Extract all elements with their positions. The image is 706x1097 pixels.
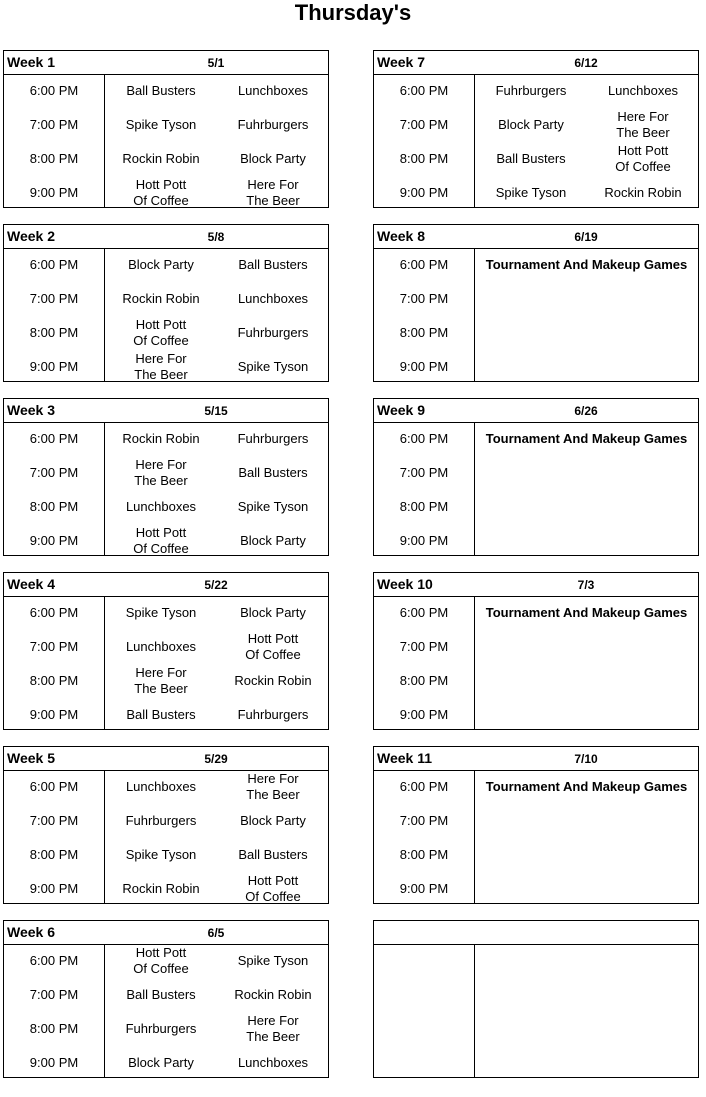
game-row	[374, 490, 698, 524]
week-block	[3, 50, 329, 208]
week-header	[374, 51, 698, 75]
week-label: Week 3	[7, 402, 55, 418]
game-time: 8:00 PM	[399, 151, 449, 166]
home-team: Rockin Robin	[122, 291, 200, 306]
week-block	[373, 50, 699, 208]
week-header	[374, 747, 698, 771]
tournament-notice: Tournament And Makeup Games	[485, 779, 688, 794]
game-time: 8:00 PM	[29, 847, 79, 862]
game-time: 6:00 PM	[399, 257, 449, 272]
away-team: Block Party	[240, 605, 306, 620]
game-row	[374, 74, 698, 108]
game-row	[4, 108, 328, 142]
away-team: Spike Tyson	[237, 499, 309, 514]
home-team: Fuhrburgers	[125, 1021, 197, 1036]
game-time: 6:00 PM	[29, 953, 79, 968]
week-label: Week 7	[377, 54, 425, 70]
game-time: 9:00 PM	[399, 881, 449, 896]
away-team: Here For The Beer	[246, 771, 300, 802]
game-time: 9:00 PM	[29, 1055, 79, 1070]
week-label: Week 2	[7, 228, 55, 244]
game-time: 7:00 PM	[399, 813, 449, 828]
home-team: Ball Busters	[126, 987, 196, 1002]
game-time: 9:00 PM	[399, 533, 449, 548]
away-team: Lunchboxes	[237, 291, 309, 306]
week-label: Week 10	[377, 576, 433, 592]
tournament-notice: Tournament And Makeup Games	[485, 431, 688, 446]
game-row	[4, 838, 328, 872]
week-date: 5/29	[204, 752, 228, 766]
game-row	[374, 524, 698, 558]
game-time: 8:00 PM	[29, 325, 79, 340]
week-label: Week 5	[7, 750, 55, 766]
week-date: 6/19	[574, 230, 598, 244]
game-row	[4, 804, 328, 838]
game-row	[374, 698, 698, 732]
week-block	[3, 920, 329, 1078]
away-team: Fuhrburgers	[237, 431, 309, 446]
game-row	[4, 698, 328, 732]
game-time: 6:00 PM	[399, 431, 449, 446]
game-time: 8:00 PM	[29, 499, 79, 514]
home-team: Rockin Robin	[122, 431, 200, 446]
game-time: 6:00 PM	[29, 779, 79, 794]
home-team: Lunchboxes	[125, 499, 197, 514]
game-row	[4, 422, 328, 456]
game-time: 8:00 PM	[29, 151, 79, 166]
game-time: 9:00 PM	[29, 359, 79, 374]
game-time: 7:00 PM	[399, 465, 449, 480]
home-team: Block Party	[128, 1055, 194, 1070]
away-team: Block Party	[240, 151, 306, 166]
home-team: Hott Pott Of Coffee	[133, 945, 189, 976]
game-time: 7:00 PM	[29, 291, 79, 306]
week-header	[374, 921, 698, 945]
away-team: Block Party	[240, 533, 306, 548]
game-time: 8:00 PM	[399, 325, 449, 340]
home-team: Spike Tyson	[125, 605, 197, 620]
game-row	[4, 524, 328, 558]
game-row	[374, 350, 698, 384]
game-row	[4, 176, 328, 210]
game-row	[374, 282, 698, 316]
home-team: Here For The Beer	[134, 665, 188, 696]
week-block	[3, 572, 329, 730]
game-row	[4, 944, 328, 978]
week-block	[3, 224, 329, 382]
game-row	[4, 350, 328, 384]
game-time: 6:00 PM	[29, 257, 79, 272]
week-date: 6/5	[207, 926, 225, 940]
away-team: Ball Busters	[238, 465, 308, 480]
tournament-notice: Tournament And Makeup Games	[485, 605, 688, 620]
week-date: 5/1	[207, 56, 225, 70]
game-row	[4, 978, 328, 1012]
game-row	[374, 804, 698, 838]
away-team: Hott Pott Of Coffee	[245, 873, 301, 904]
week-header	[4, 747, 328, 771]
game-time: 9:00 PM	[29, 881, 79, 896]
week-header	[4, 921, 328, 945]
game-time: 6:00 PM	[399, 779, 449, 794]
game-row	[374, 872, 698, 906]
game-time: 9:00 PM	[29, 533, 79, 548]
game-time: 9:00 PM	[399, 185, 449, 200]
game-time: 9:00 PM	[399, 707, 449, 722]
game-row	[374, 664, 698, 698]
week-label: Week 9	[377, 402, 425, 418]
column-divider	[474, 944, 475, 1077]
game-row	[4, 282, 328, 316]
game-time: 8:00 PM	[399, 673, 449, 688]
home-team: Fuhrburgers	[495, 83, 567, 98]
game-row	[374, 142, 698, 176]
away-team: Rockin Robin	[604, 185, 682, 200]
away-team: Hott Pott Of Coffee	[245, 631, 301, 662]
game-row	[4, 630, 328, 664]
game-time: 8:00 PM	[399, 499, 449, 514]
home-team: Rockin Robin	[122, 151, 200, 166]
home-team: Rockin Robin	[122, 881, 200, 896]
week-block	[373, 398, 699, 556]
week-date: 6/12	[574, 56, 598, 70]
away-team: Lunchboxes	[607, 83, 679, 98]
away-team: Here For The Beer	[616, 109, 670, 140]
game-row	[374, 770, 698, 804]
week-date: 5/22	[204, 578, 228, 592]
week-block	[373, 572, 699, 730]
week-date: 6/26	[574, 404, 598, 418]
away-team: Spike Tyson	[237, 359, 309, 374]
week-label: Week 6	[7, 924, 55, 940]
week-date: 5/8	[207, 230, 225, 244]
away-team: Rockin Robin	[234, 987, 312, 1002]
week-date: 7/3	[577, 578, 595, 592]
game-time: 7:00 PM	[29, 639, 79, 654]
home-team: Spike Tyson	[125, 117, 197, 132]
away-team: Block Party	[240, 813, 306, 828]
week-header	[374, 225, 698, 249]
game-row	[4, 456, 328, 490]
away-team: Here For The Beer	[246, 177, 300, 208]
game-time: 7:00 PM	[29, 117, 79, 132]
home-team: Fuhrburgers	[125, 813, 197, 828]
week-label: Week 8	[377, 228, 425, 244]
week-block	[3, 746, 329, 904]
game-time: 6:00 PM	[399, 83, 449, 98]
home-team: Hott Pott Of Coffee	[133, 525, 189, 556]
page-title: Thursday's	[294, 0, 412, 25]
game-time: 7:00 PM	[399, 639, 449, 654]
week-header	[374, 399, 698, 423]
game-row	[4, 316, 328, 350]
game-row	[374, 838, 698, 872]
game-row	[4, 872, 328, 906]
game-row	[374, 176, 698, 210]
home-team: Hott Pott Of Coffee	[133, 177, 189, 208]
game-time: 6:00 PM	[29, 605, 79, 620]
game-row	[374, 108, 698, 142]
away-team: Lunchboxes	[237, 1055, 309, 1070]
game-row	[4, 770, 328, 804]
game-time: 6:00 PM	[29, 431, 79, 446]
game-row	[374, 456, 698, 490]
game-time: 7:00 PM	[399, 291, 449, 306]
away-team: Here For The Beer	[246, 1013, 300, 1044]
away-team: Fuhrburgers	[237, 707, 309, 722]
week-block	[3, 398, 329, 556]
week-header	[374, 573, 698, 597]
away-team: Spike Tyson	[237, 953, 309, 968]
game-row	[4, 596, 328, 630]
tournament-notice: Tournament And Makeup Games	[485, 257, 688, 272]
home-team: Lunchboxes	[125, 779, 197, 794]
home-team: Here For The Beer	[134, 457, 188, 488]
week-block	[373, 920, 699, 1078]
week-label: Week 4	[7, 576, 55, 592]
away-team: Fuhrburgers	[237, 117, 309, 132]
away-team: Ball Busters	[238, 257, 308, 272]
week-header	[4, 399, 328, 423]
week-header	[4, 51, 328, 75]
home-team: Spike Tyson	[495, 185, 567, 200]
game-time: 8:00 PM	[29, 673, 79, 688]
week-header	[4, 573, 328, 597]
game-row	[374, 316, 698, 350]
game-row	[374, 422, 698, 456]
game-row	[374, 248, 698, 282]
home-team: Block Party	[498, 117, 564, 132]
week-label: Week 11	[377, 750, 433, 766]
home-team: Hott Pott Of Coffee	[133, 317, 189, 348]
game-row	[374, 596, 698, 630]
game-row	[4, 664, 328, 698]
game-row	[4, 248, 328, 282]
game-time: 8:00 PM	[29, 1021, 79, 1036]
home-team: Ball Busters	[126, 707, 196, 722]
game-time: 7:00 PM	[29, 813, 79, 828]
game-time: 7:00 PM	[29, 465, 79, 480]
game-time: 6:00 PM	[399, 605, 449, 620]
game-row	[4, 490, 328, 524]
game-row	[374, 630, 698, 664]
week-block	[373, 224, 699, 382]
game-row	[4, 1046, 328, 1080]
away-team: Ball Busters	[238, 847, 308, 862]
game-time: 7:00 PM	[29, 987, 79, 1002]
game-time: 9:00 PM	[399, 359, 449, 374]
home-team: Lunchboxes	[125, 639, 197, 654]
home-team: Ball Busters	[496, 151, 566, 166]
game-row	[4, 74, 328, 108]
away-team: Fuhrburgers	[237, 325, 309, 340]
away-team: Rockin Robin	[234, 673, 312, 688]
home-team: Ball Busters	[126, 83, 196, 98]
game-time: 9:00 PM	[29, 707, 79, 722]
home-team: Block Party	[128, 257, 194, 272]
game-time: 6:00 PM	[29, 83, 79, 98]
game-row	[4, 1012, 328, 1046]
game-time: 7:00 PM	[399, 117, 449, 132]
game-time: 9:00 PM	[29, 185, 79, 200]
week-label: Week 1	[7, 54, 55, 70]
week-block	[373, 746, 699, 904]
week-date: 7/10	[574, 752, 598, 766]
game-time: 8:00 PM	[399, 847, 449, 862]
week-header	[4, 225, 328, 249]
away-team: Hott Pott Of Coffee	[615, 143, 671, 174]
week-date: 5/15	[204, 404, 228, 418]
away-team: Lunchboxes	[237, 83, 309, 98]
game-row	[4, 142, 328, 176]
home-team: Spike Tyson	[125, 847, 197, 862]
home-team: Here For The Beer	[134, 351, 188, 382]
